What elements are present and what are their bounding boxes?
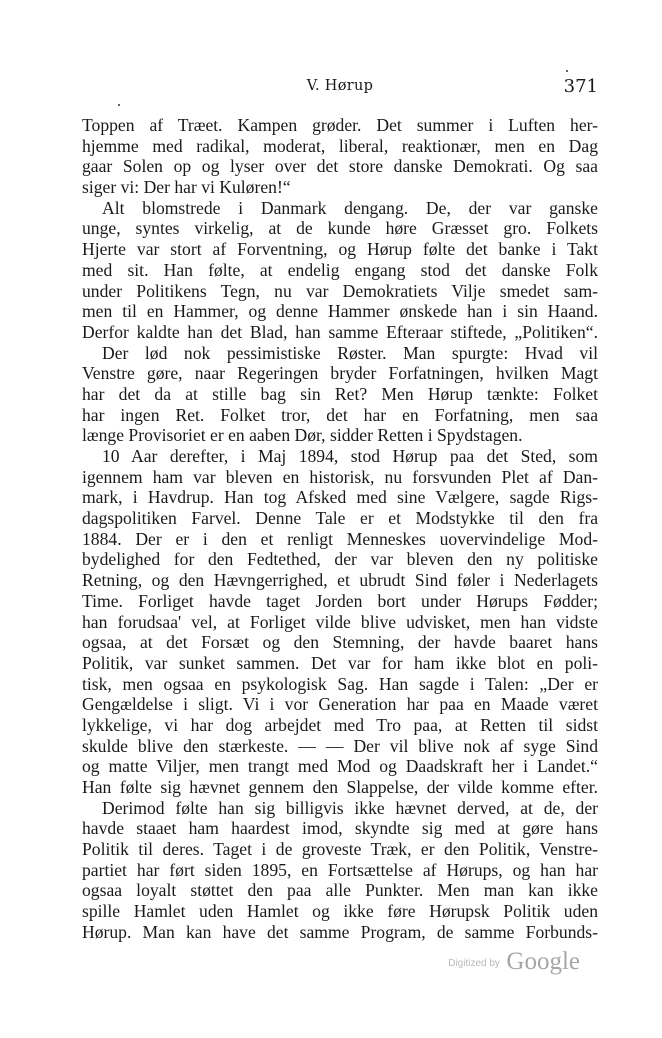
text-line: Hjerte var stort af Forventning, og Hørup følte det banke i Takt	[82, 239, 598, 260]
text-line: Toppen af Træet. Kampen grøder. Det summer i Luften her-	[82, 115, 598, 135]
body-text	[82, 115, 598, 943]
text-line: Time. Forliget havde taget Jorden bort under Hørups Fødder;	[82, 590, 598, 611]
text-line: partiet har ført siden 1895, en Fortsættelse af Hørups, og han har	[82, 859, 598, 880]
text-line: 1884. Der er i den et renligt Menneskes uovervindelige Mod-	[82, 528, 598, 549]
text-line: under Politikens Tegn, nu var Demokratiets Vilje smedet sam-	[82, 280, 598, 301]
text-line: Venstre gøre, naar Regeringen bryder Forfatningen, hvilken Magt	[82, 363, 598, 384]
text-line: men til en Hammer, og denne Hammer ønskede han i sin Haand.	[82, 301, 598, 322]
text-line: med sit. Han følte, at endelig engang stod det danske Folk	[82, 259, 598, 280]
print-speck	[566, 70, 568, 72]
text-line: siger vi: Der har vi Kuløren!“	[82, 177, 291, 198]
page-number: 371	[563, 76, 598, 97]
text-line: igennem ham var bleven en historisk, nu forsvunden Plet af Dan-	[82, 466, 598, 487]
text-line: Retning, og den Hævngerrighed, et ubrudt Sind føler i Nederlagets	[82, 570, 598, 591]
text-line: spille Hamlet uden Hamlet og ikke føre Hørupsk Politik uden	[82, 901, 598, 922]
text-line: længe Provisoriet er en aaben Dør, sidder Retten i Spydstagen.	[82, 425, 523, 446]
text-line: Alt blomstrede i Danmark dengang. De, der var ganske	[102, 197, 598, 218]
text-line: lykkelige, vi har dog arbejdet med Tro paa, at Retten til sidst	[82, 714, 598, 735]
text-line: 10 Aar derefter, i Maj 1894, stod Hørup paa det Sted, som	[102, 446, 598, 466]
text-line: Han følte sig hævnet gennem den Slappelse, der vilde komme efter.	[82, 777, 598, 797]
running-head-title: V. Hørup	[306, 78, 374, 94]
text-line: har det da at stille bag sin Ret? Men Hørup tænkte: Folket	[82, 383, 598, 404]
text-line: ogsaa loyalt støttet den paa alle Punkter. Men man kan ikke	[82, 880, 598, 901]
text-line: Derfor kaldte han det Blad, han samme Efteraar stiftede, „Politiken“.	[82, 321, 598, 342]
text-line: skulde blive den stærkeste. — — Der vil blive nok af syge Sind	[82, 735, 598, 756]
text-line: dagspolitiken Farvel. Denne Tale er et Modstykke til den fra	[82, 508, 598, 529]
text-line: Politik, var sunket sammen. Det var for ham ikke blot en poli-	[82, 652, 598, 673]
text-line: gaar Solen op og lyser over det store danske Demokrati. Og saa	[82, 156, 598, 177]
text-line: og matte Viljer, men trangt med Mod og Daadskraft her i Landet.“	[82, 756, 598, 777]
watermark-prefix: Digitized by	[448, 958, 500, 969]
text-line: unge, syntes virkelig, at de kunde høre Græsset gro. Folkets	[82, 218, 598, 239]
text-line: Gengældelse i sligt. Vi i vor Generation har paa en Maade været	[82, 694, 598, 715]
google-logo: Google	[506, 948, 580, 975]
text-line: ogsaa, at det Forsæt og den Stemning, der havde baaret hans	[82, 632, 598, 653]
text-line: bydelighed for den Fedtethed, der var bleven den ny politiske	[82, 549, 598, 570]
text-line: tisk, men ogsaa en psykologisk Sag. Han sagde i Talen: „Der er	[82, 673, 598, 694]
running-head	[82, 76, 598, 100]
text-line: Hørup. Man kan have det samme Program, de samme Forbunds-	[82, 921, 598, 942]
text-line: Politik til deres. Taget i de groveste Træk, er den Politik, Venstre-	[82, 839, 598, 860]
text-line: havde staaet ham haardest imod, skyndte sig med at gøre hans	[82, 818, 598, 839]
text-line: hjemme med radikal, moderat, liberal, reaktionær, men en Dag	[82, 135, 598, 156]
text-line: Derimod følte han sig billigvis ikke hævnet derved, at de, der	[102, 797, 598, 818]
text-line: mark, i Havdrup. Han tog Afsked med sine Vælgere, sagde Rigs-	[82, 487, 598, 508]
text-line: Der lød nok pessimistiske Røster. Man spurgte: Hvad vil	[102, 342, 598, 363]
digitization-watermark	[448, 948, 580, 976]
print-speck	[118, 104, 120, 106]
text-line: han forudsaa' vel, at Forliget vilde blive udvisket, men han vidste	[82, 611, 598, 632]
text-line: har ingen Ret. Folket tror, det har en Forfatning, men saa	[82, 404, 598, 425]
